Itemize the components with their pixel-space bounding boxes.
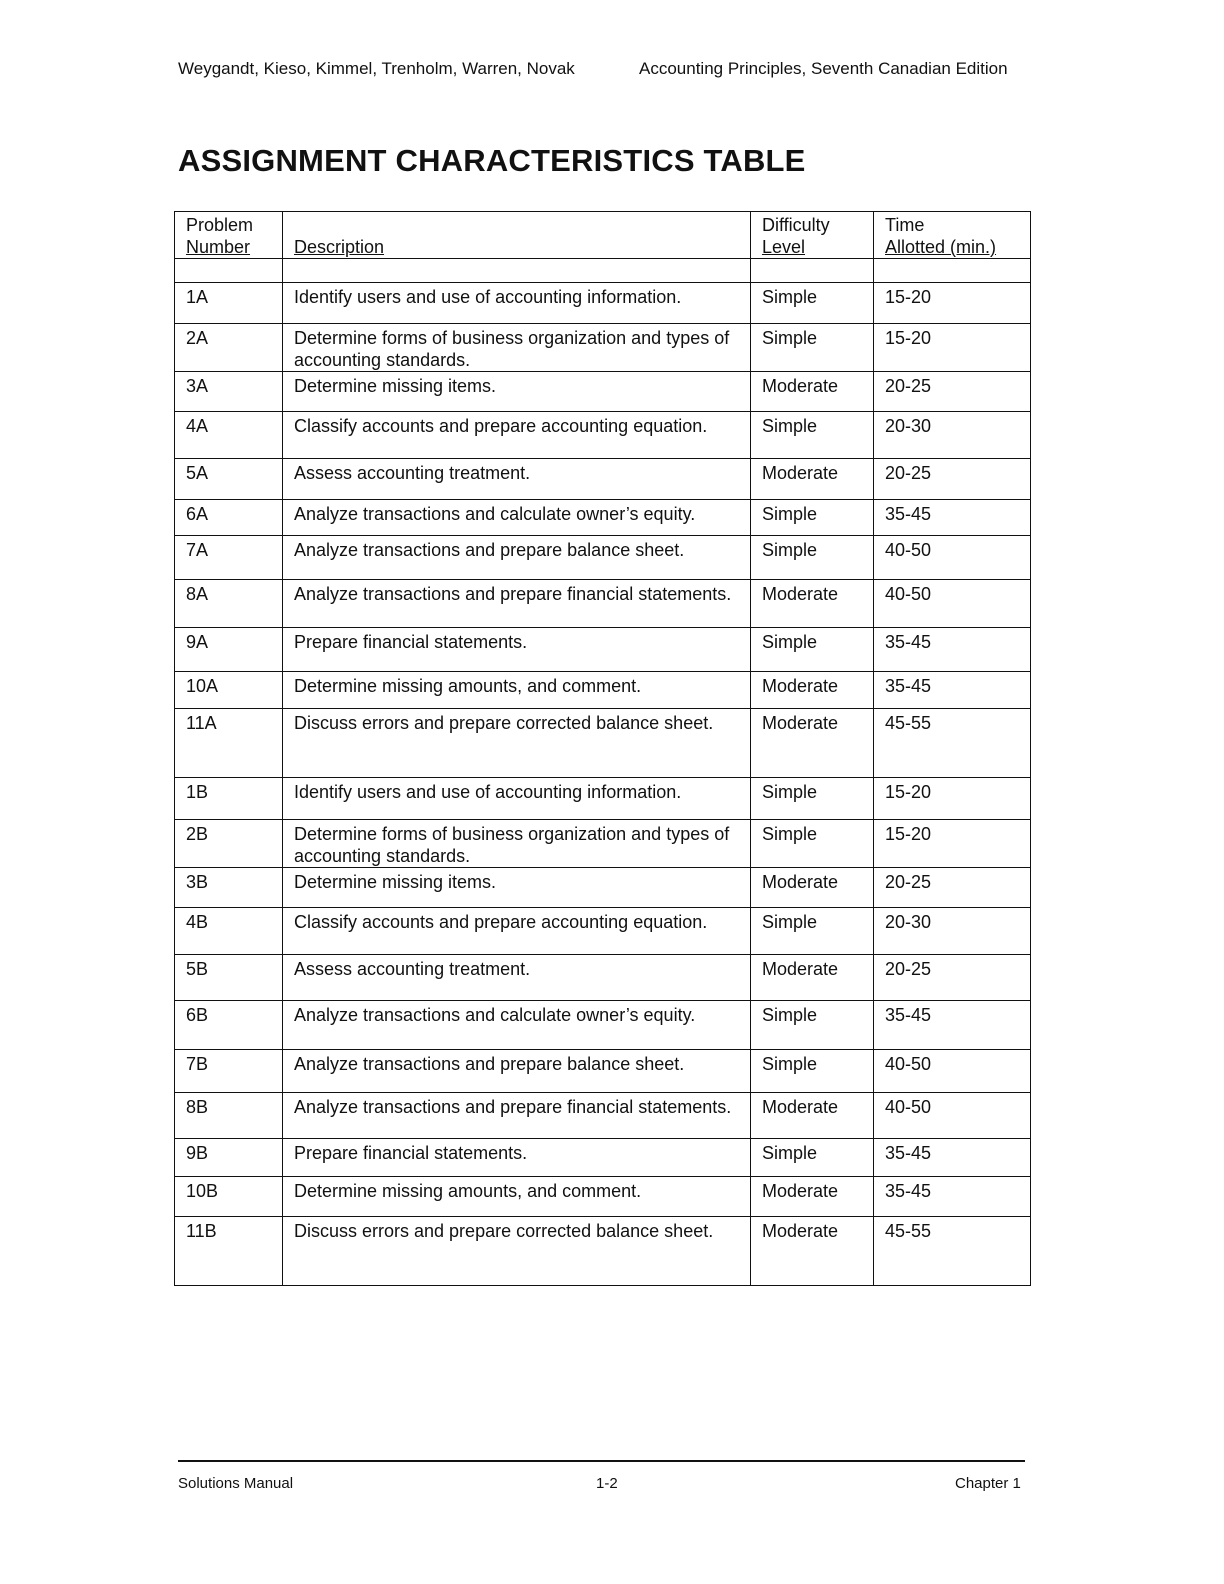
table-row	[175, 1217, 1031, 1286]
cell-difficulty: Simple	[751, 324, 874, 372]
table-row	[175, 1050, 1031, 1093]
cell-time-allotted: 45-55	[874, 709, 1031, 778]
cell-description: Discuss errors and prepare corrected balance sheet.	[283, 709, 751, 778]
cell-difficulty: Simple	[751, 283, 874, 324]
table-row	[175, 820, 1031, 868]
cell-problem-number: 5A	[175, 459, 283, 500]
table-row	[175, 500, 1031, 536]
cell-description: Analyze transactions and prepare financial statements.	[283, 580, 751, 628]
col-header-time: Time Allotted (min.)	[874, 212, 1031, 259]
footer-left: Solutions Manual	[178, 1475, 294, 1492]
cell-problem-number: 2B	[175, 820, 283, 868]
cell-time-allotted: 20-25	[874, 372, 1031, 412]
cell-problem-number: 1B	[175, 778, 283, 820]
cell-difficulty: Moderate	[751, 459, 874, 500]
cell-difficulty: Simple	[751, 1001, 874, 1050]
col-header-difficulty: Difficulty Level	[751, 212, 874, 259]
table-row	[175, 709, 1031, 778]
cell-description: Classify accounts and prepare accounting equation.	[283, 908, 751, 955]
header-book-title: Accounting Principles, Seventh Canadian Edition	[639, 59, 1008, 78]
table-row	[175, 1093, 1031, 1139]
cell-problem-number: 5B	[175, 955, 283, 1001]
col-header-description: Description	[283, 212, 751, 259]
cell-time-allotted: 20-25	[874, 459, 1031, 500]
cell-difficulty: Simple	[751, 536, 874, 580]
cell-description: Prepare financial statements.	[283, 628, 751, 672]
cell-difficulty: Simple	[751, 778, 874, 820]
cell-time-allotted: 40-50	[874, 536, 1031, 580]
cell-description: Determine missing amounts, and comment.	[283, 1177, 751, 1217]
cell-description: Discuss errors and prepare corrected balance sheet.	[283, 1217, 751, 1286]
cell-problem-number: 9A	[175, 628, 283, 672]
cell-difficulty: Simple	[751, 908, 874, 955]
table-row	[175, 536, 1031, 580]
blank-row	[175, 259, 1031, 283]
cell-difficulty: Simple	[751, 1050, 874, 1093]
cell-time-allotted: 45-55	[874, 1217, 1031, 1286]
table-row	[175, 372, 1031, 412]
cell-difficulty: Moderate	[751, 1177, 874, 1217]
cell-difficulty: Simple	[751, 412, 874, 459]
table-row	[175, 778, 1031, 820]
cell-problem-number: 3B	[175, 868, 283, 908]
page-title: ASSIGNMENT CHARACTERISTICS TABLE	[178, 143, 806, 178]
table-row	[175, 324, 1031, 372]
cell-description: Determine missing items.	[283, 372, 751, 412]
cell-description: Prepare financial statements.	[283, 1139, 751, 1177]
header-authors: Weygandt, Kieso, Kimmel, Trenholm, Warren, Novak	[178, 59, 575, 78]
cell-problem-number: 2A	[175, 324, 283, 372]
cell-difficulty: Moderate	[751, 672, 874, 709]
cell-problem-number: 4B	[175, 908, 283, 955]
assignment-table	[174, 211, 1031, 1286]
cell-problem-number: 9B	[175, 1139, 283, 1177]
cell-problem-number: 11B	[175, 1217, 283, 1286]
cell-problem-number: 6B	[175, 1001, 283, 1050]
table-row	[175, 868, 1031, 908]
cell-time-allotted: 15-20	[874, 324, 1031, 372]
cell-problem-number: 4A	[175, 412, 283, 459]
cell-difficulty: Moderate	[751, 868, 874, 908]
cell-description: Determine forms of business organization and types of accounting standards.	[283, 324, 751, 372]
footer-rule	[178, 1460, 1025, 1462]
cell-problem-number: 1A	[175, 283, 283, 324]
cell-difficulty: Moderate	[751, 709, 874, 778]
col-header-problem-number: Problem Number	[175, 212, 283, 259]
table-row	[175, 283, 1031, 324]
cell-description: Determine missing items.	[283, 868, 751, 908]
table-row	[175, 955, 1031, 1001]
cell-difficulty: Moderate	[751, 580, 874, 628]
cell-time-allotted: 20-30	[874, 412, 1031, 459]
cell-time-allotted: 35-45	[874, 1001, 1031, 1050]
cell-description: Determine missing amounts, and comment.	[283, 672, 751, 709]
cell-description: Classify accounts and prepare accounting equation.	[283, 412, 751, 459]
cell-description: Analyze transactions and calculate owner’s equity.	[283, 500, 751, 536]
footer-chapter: Chapter 1	[955, 1475, 1021, 1492]
cell-problem-number: 3A	[175, 372, 283, 412]
table-row	[175, 628, 1031, 672]
table-row	[175, 1001, 1031, 1050]
table-row	[175, 459, 1031, 500]
cell-description: Determine forms of business organization and types of accounting standards.	[283, 820, 751, 868]
table-row	[175, 672, 1031, 709]
cell-difficulty: Simple	[751, 820, 874, 868]
cell-time-allotted: 40-50	[874, 580, 1031, 628]
cell-description: Analyze transactions and prepare balance sheet.	[283, 1050, 751, 1093]
cell-difficulty: Moderate	[751, 372, 874, 412]
cell-difficulty: Simple	[751, 500, 874, 536]
cell-time-allotted: 35-45	[874, 672, 1031, 709]
cell-time-allotted: 20-25	[874, 955, 1031, 1001]
cell-time-allotted: 40-50	[874, 1093, 1031, 1139]
table-row	[175, 412, 1031, 459]
cell-difficulty: Simple	[751, 628, 874, 672]
cell-problem-number: 7A	[175, 536, 283, 580]
cell-description: Analyze transactions and calculate owner’s equity.	[283, 1001, 751, 1050]
table-header-row	[175, 212, 1031, 259]
cell-time-allotted: 20-25	[874, 868, 1031, 908]
cell-difficulty: Moderate	[751, 1093, 874, 1139]
cell-time-allotted: 40-50	[874, 1050, 1031, 1093]
cell-difficulty: Moderate	[751, 1217, 874, 1286]
cell-description: Analyze transactions and prepare financial statements.	[283, 1093, 751, 1139]
cell-problem-number: 11A	[175, 709, 283, 778]
table-row	[175, 580, 1031, 628]
cell-problem-number: 6A	[175, 500, 283, 536]
cell-description: Assess accounting treatment.	[283, 955, 751, 1001]
cell-description: Analyze transactions and prepare balance sheet.	[283, 536, 751, 580]
cell-difficulty: Simple	[751, 1139, 874, 1177]
cell-time-allotted: 15-20	[874, 820, 1031, 868]
cell-problem-number: 10B	[175, 1177, 283, 1217]
cell-time-allotted: 15-20	[874, 778, 1031, 820]
cell-description: Identify users and use of accounting information.	[283, 283, 751, 324]
cell-description: Identify users and use of accounting information.	[283, 778, 751, 820]
cell-time-allotted: 35-45	[874, 628, 1031, 672]
cell-time-allotted: 20-30	[874, 908, 1031, 955]
table-row	[175, 908, 1031, 955]
cell-problem-number: 8A	[175, 580, 283, 628]
cell-problem-number: 10A	[175, 672, 283, 709]
cell-time-allotted: 15-20	[874, 283, 1031, 324]
cell-problem-number: 7B	[175, 1050, 283, 1093]
cell-time-allotted: 35-45	[874, 500, 1031, 536]
cell-problem-number: 8B	[175, 1093, 283, 1139]
cell-time-allotted: 35-45	[874, 1139, 1031, 1177]
cell-difficulty: Moderate	[751, 955, 874, 1001]
cell-time-allotted: 35-45	[874, 1177, 1031, 1217]
footer-page-number: 1-2	[596, 1475, 618, 1492]
table-row	[175, 1177, 1031, 1217]
table-row	[175, 1139, 1031, 1177]
cell-description: Assess accounting treatment.	[283, 459, 751, 500]
